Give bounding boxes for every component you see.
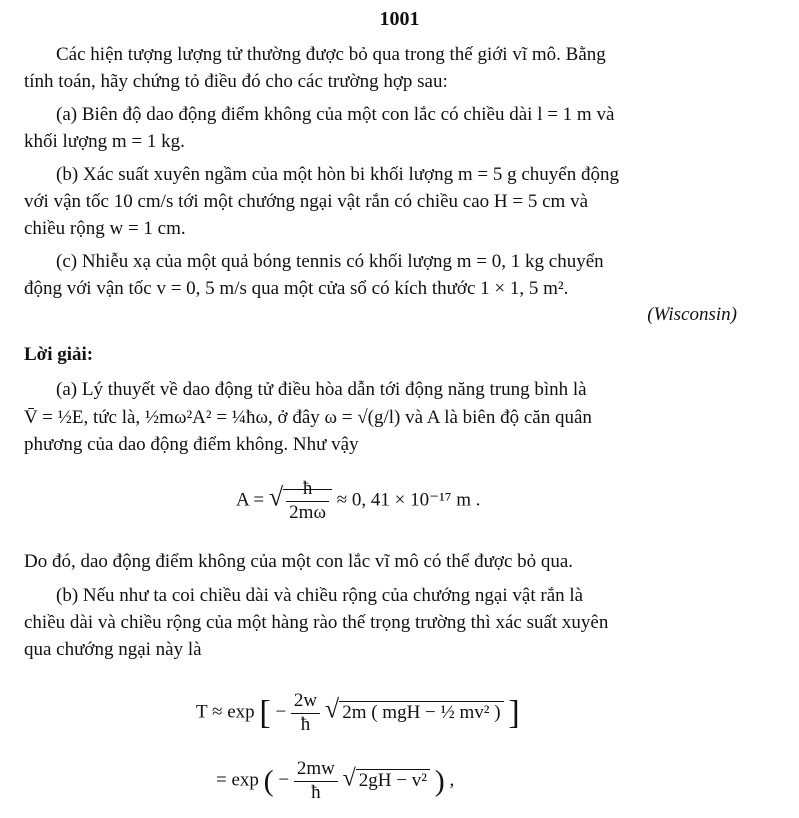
solution-b-line-1: (b) Nếu như ta coi chiều dài và chiều rộng của chướng ngại vật rắn là [56,585,584,606]
part-c-line-1: (c) Nhiễu xạ của một quả bóng tennis có khối lượng m = 0, 1 kg chuyển [56,251,604,272]
problem-number: 1001 [379,8,420,30]
solution-a-line-2: V̄ = ½E, tức là, ½mω²A² = ¼ħω, ở đây ω = √(g/l) và A là biên độ căn quân [24,407,592,428]
source-tag: (Wisconsin) [647,304,737,325]
right-paren-icon: ) [434,764,445,798]
sqrt-icon: √ [342,765,356,792]
equation-a-lhs: A = [236,489,265,511]
equation-b-1: T ≈ exp [ − $\frac{2w}{ħ}$ √ 2m ( mgH − ½ mv² ) ] [196,690,520,735]
part-a-line-1: (a) Biên độ dao động điểm không của một con lắc có chiều dài l = 1 m và [56,104,615,125]
sqrt-icon: √ [268,482,284,512]
equation-a-rhs: ≈ 0, 41 × 10⁻¹⁷ m . [336,489,481,511]
intro-line-2: tính toán, hãy chứng tỏ điều đó cho các trường hợp sau: [24,71,448,92]
equation-b-2: = exp ( − $\frac{2mw}{ħ}$ √ 2gH − v² ) , [216,758,455,803]
equation-b1-lhs: T ≈ exp [196,701,255,723]
conclusion-a: Do đó, dao động điểm không của một con lắc vĩ mô có thể được bỏ qua. [24,551,574,572]
equation-b2-radicand: 2gH − v² [356,769,430,791]
solution-a-line-3: phương của dao động điểm không. Như vậy [24,434,359,455]
equation-b2-denominator: ħ [311,781,321,803]
sqrt-icon: √ [324,694,340,724]
part-b-line-2: với vận tốc 10 cm/s tới một chướng ngại vật rắn có chiều cao H = 5 cm và [24,191,589,212]
left-bracket-icon: [ [259,694,271,732]
part-c-line-2: động với vận tốc v = 0, 5 m/s qua một cửa sổ có kích thước 1 × 1, 5 m². [24,278,569,299]
equation-b1-radicand: 2m ( mgH − ½ mv² ) [339,701,503,723]
part-b-line-1: (b) Xác suất xuyên ngầm của một hòn bi khối lượng m = 5 g chuyển động [56,164,619,185]
solution-a-line-1: (a) Lý thuyết về dao động tử điều hòa dẫn tới động năng trung bình là [56,379,587,400]
equation-a-denominator: 2mω [289,501,326,523]
equation-b1-numerator: 2w [291,690,320,714]
equation-a-numerator: ħ [286,478,329,502]
solution-b-line-2: chiều dài và chiều rộng của một hàng rào thế trọng trường thì xác suất xuyên [24,612,609,633]
equation-b2-lhs: = exp [216,769,259,791]
equation-b1-denominator: ħ [300,713,311,735]
equation-a [236,478,481,525]
part-b-line-3: chiều rộng w = 1 cm. [24,218,186,239]
solution-b-line-3: qua chướng ngại này là [24,639,202,660]
right-bracket-icon: ] [508,694,520,732]
equation-b2-tail: , [449,769,455,791]
part-a-line-2: khối lượng m = 1 kg. [24,131,185,152]
left-paren-icon: ( [263,764,274,798]
intro-line-1: Các hiện tượng lượng tử thường được bỏ qua trong thế giới vĩ mô. Bằng [56,44,606,65]
equation-b2-numerator: 2mw [294,758,338,782]
solution-heading: Lời giải: [24,344,94,365]
